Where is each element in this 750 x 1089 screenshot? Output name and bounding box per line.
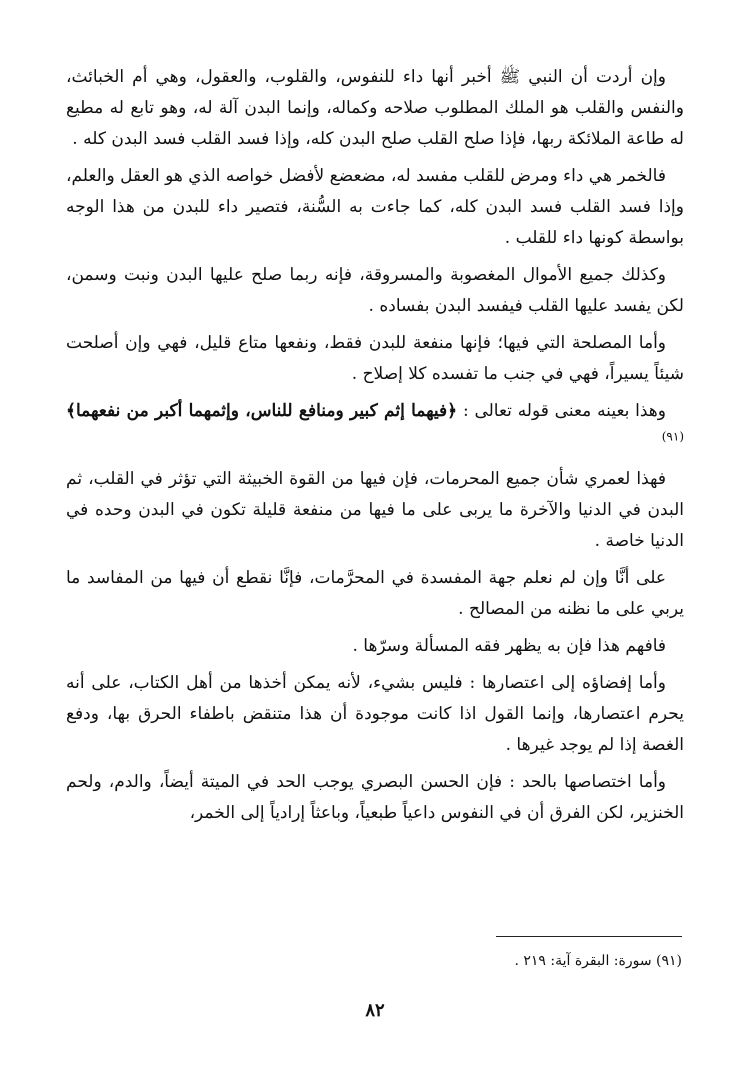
footnote-divider — [496, 936, 682, 937]
paragraph: فافهم هذا فإن به يظهر فقه المسألة وسرّها . — [352, 636, 666, 656]
paragraph: وأما المصلحة التي فيها؛ فإنها منفعة للبدن فقط، ونفعها متاع قليل، فهي وإن أصلحت شيئاً يسيراً، فهي في جنب ما تفسده كلا إصلاح . — [66, 333, 684, 384]
paragraph: وكذلك جميع الأموال المغصوبة والمسروقة، فإنه ربما صلح عليها البدن ونبت وسمن، لكن يفسد عليها القلب فيفسد البدن بفساده . — [66, 265, 684, 316]
footnote-ref[interactable]: (٩١) — [661, 429, 684, 444]
footnote: (٩١) سورة: البقرة آية: ٢١٩ . — [514, 953, 682, 969]
paragraph: وإن أردت أن النبي ﷺ أخبر أنها داء للنفوس، والقلوب، والعقول، وهي أم الخبائث، والنفس والقلب هو الملك المطلوب صلاحه وكماله، وإنما البدن آلة له، وهو تابع له مطيع له طاعة الملائكة ربها، فإذا صلح القلب صلح البدن كله، وإذا فسد القلب فسد البدن كله . — [66, 67, 684, 149]
paragraph: وأما إفضاؤه إلى اعتصارها : فليس بشيء، لأنه يمكن أخذها من أهل الكتاب، على أنه يحرم اعتصارها، وإنما القول اذا كانت موجودة أن هذا متنقض باطفاء الحرق بها، ودفع الغصة إذا لم يوجد غيرها . — [66, 673, 684, 755]
page-number: ٨٢ — [365, 1000, 385, 1021]
verse-paragraph — [66, 396, 684, 458]
paragraph: فهذا لعمري شأن جميع المحرمات، فإن فيها من القوة الخبيثة التي تؤثر في القلب، ثم البدن في الدنيا والآخرة ما يربى على ما فيها من منفعة قليلة تكون في البدن وحده في الدنيا خاصة . — [66, 469, 684, 551]
paragraph: فالخمر هي داء ومرض للقلب مفسد له، مضعضع لأفضل خواصه الذي هو العقل والعلم، وإذا فسد القلب فسد البدن كله، كما جاءت به السُّنة، فتصير داء للبدن من هذا الوجه بواسطة كونها داء للقلب . — [66, 166, 684, 248]
paragraph: وأما اختصاصها بالحد : فإن الحسن البصري يوجب الحد في الميتة أيضاً، والدم، ولحم الخنزير، لكن الفرق أن في النفوس داعياً طبعياً، وباعثاً إرادياً إلى الخمر، — [66, 772, 684, 823]
verse-intro: وهذا بعينه معنى قوله تعالى : — [457, 401, 666, 421]
paragraph: على أنَّا وإن لم نعلم جهة المفسدة في المحرَّمات، فإنَّا نقطع أن فيها من المفاسد ما يربي على ما نظنه من المصالح . — [66, 568, 684, 619]
quran-verse: ﴿فيهما إثم كبير ومنافع للناس، وإثمهما أكبر من نفعهما﴾ — [66, 401, 458, 421]
body-text — [66, 62, 684, 835]
